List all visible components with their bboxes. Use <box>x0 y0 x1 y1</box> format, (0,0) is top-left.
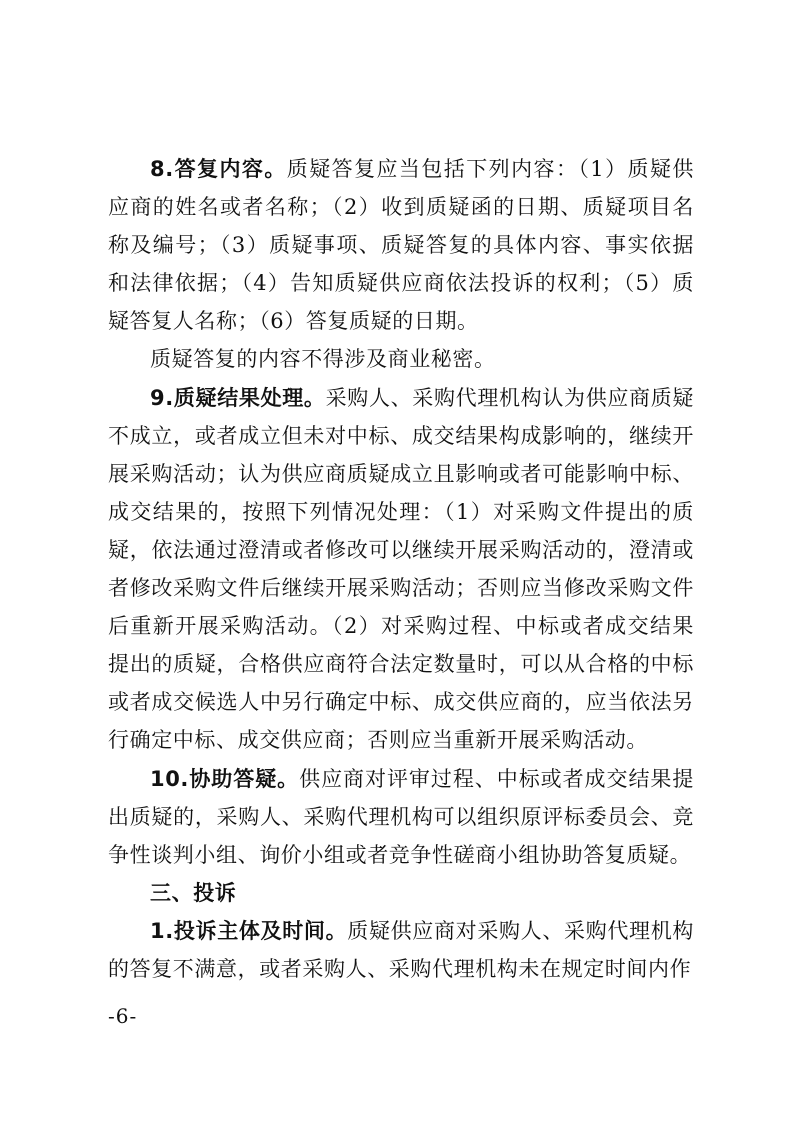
paragraph-lead: 1.投诉主体及时间。 <box>150 918 348 943</box>
paragraph-text: 供应商对评审过程、中标或者成交结果提出质疑的，采购人、采购代理机构可以组织原评标委员会、竞争性谈判小组、询价小组或者竞争性磋商小组协助答复质疑。 <box>108 766 694 867</box>
paragraph-text: 质疑答复的内容不得涉及商业秘密。 <box>150 347 496 372</box>
section-heading: 三、投诉 <box>150 880 237 905</box>
paragraph-lead: 9.质疑结果处理。 <box>150 385 326 410</box>
paragraph-assist-reply <box>108 760 694 874</box>
page-number: -6- <box>108 1004 138 1028</box>
paragraph-reply-content <box>108 150 694 340</box>
paragraph-text: 质疑答复应当包括下列内容：（1）质疑供应商的姓名或者名称；（2）收到质疑函的日期、质疑项目名称及编号；（3）质疑事项、质疑答复的具体内容、事实依据和法律依据；（4）告知质疑供应商依法投诉的权利；（5）质疑答复人名称；（6）答复质疑的日期。 <box>108 157 694 334</box>
paragraph-lead: 8.答复内容。 <box>150 157 287 181</box>
paragraph-trade-secret <box>108 340 694 378</box>
paragraph-result-handling <box>108 379 694 760</box>
document-body <box>108 150 694 988</box>
paragraph-text: 质疑供应商对采购人、采购代理机构的答复不满意，或者采购人、采购代理机构未在规定时间内作 <box>108 918 694 981</box>
paragraph-lead: 10.协助答疑。 <box>150 766 300 791</box>
paragraph-text: 采购人、采购代理机构认为供应商质疑不成立，或者成立但未对中标、成交结果构成影响的，继续开展采购活动；认为供应商质疑成立且影响或者可能影响中标、成交结果的，按照下列情况处理：（1）对采购文件提出的质疑，依法通过澄清或者修改可以继续开展采购活动的，澄清或者修改采购文件后继续开展采购活动；否则应当修改采购文件后重新开展采购活动。（2）对采购过程、中标或者成交结果提出的质疑，合格供应商符合法定数量时，可以从合格的中标或者成交候选人中另行确定中标、成交供应商的，应当依法另行确定中标、成交供应商；否则应当重新开展采购活动。 <box>108 385 694 753</box>
paragraph-complaint-subject <box>108 912 694 988</box>
